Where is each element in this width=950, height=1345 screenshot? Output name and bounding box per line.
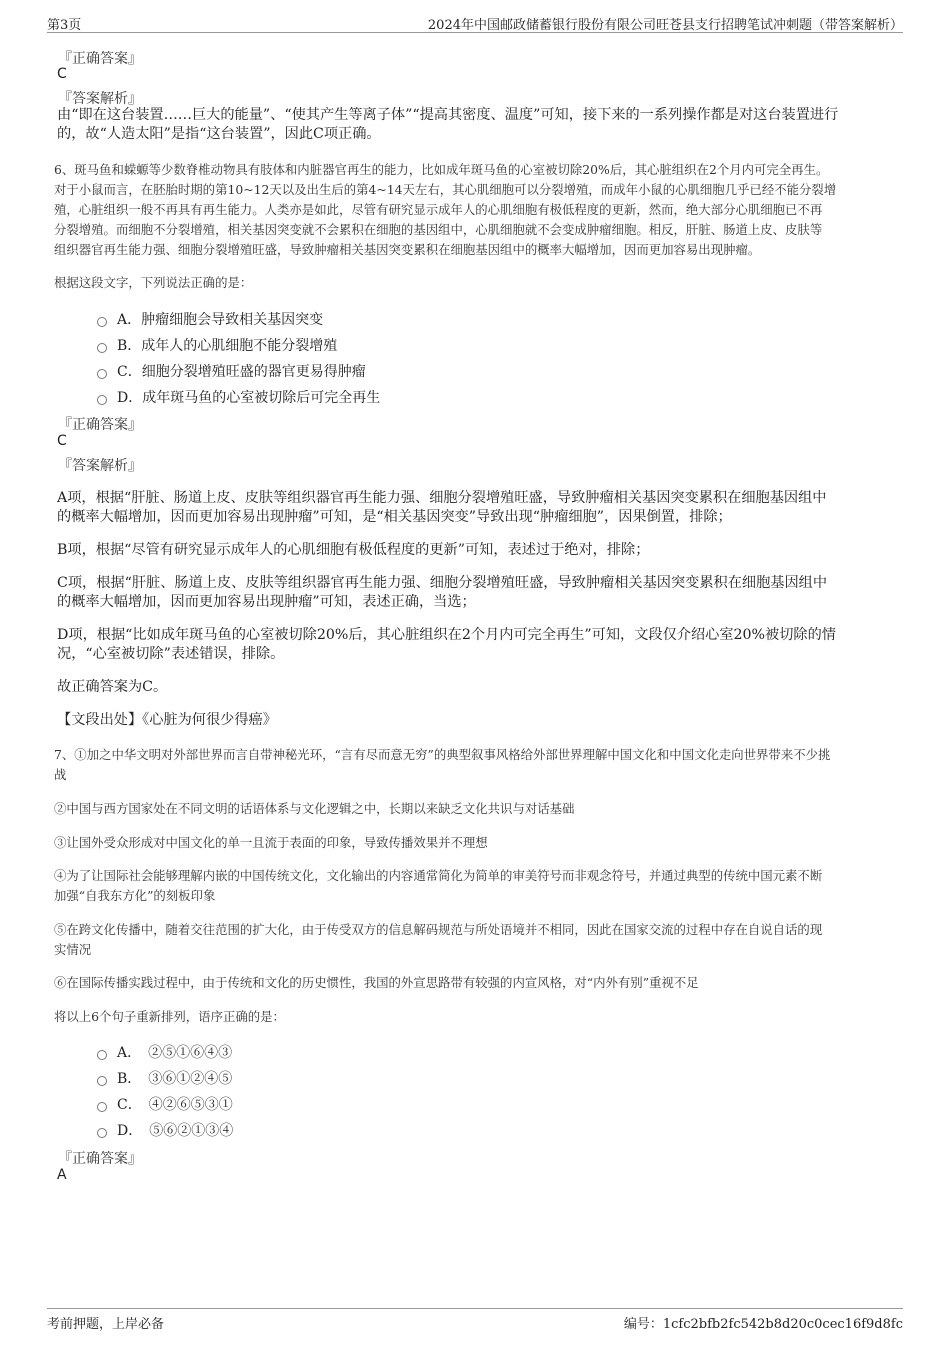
q6-option-c[interactable]: C．细胞分裂增殖旺盛的器官更易得肿瘤: [97, 361, 366, 381]
q6-analysis-a: A项，根据“肝脏、肠道上皮、皮肤等组织器官再生能力强、细胞分裂增殖旺盛，导致肿瘤相关基因突变累积在细胞基因组中: [57, 490, 827, 506]
q7-sentence-2: ②中国与西方国家处在不同文明的话语体系与文化逻辑之中，长期以来缺乏文化共识与对话基础: [54, 801, 575, 816]
footer-code: 编号：1cfc2bfb2fc542b8d20c0cec16f9d8fc: [623, 1317, 903, 1332]
q5-analysis-label: 『答案解析』: [58, 91, 142, 107]
q6-analysis-label: 『答案解析』: [58, 458, 142, 474]
radio-icon: [97, 1050, 107, 1060]
q7-sentence-4: ④为了让国际社会能够理解内嵌的中国传统文化，文化输出的内容通常简化为简单的审美符号而非观念符号，并通过典型的传统中国元素不断: [54, 868, 823, 883]
q6-analysis-d: 况，“心室被切除”表述错误，排除。: [57, 646, 285, 662]
q7-option-c[interactable]: C． ④②⑥⑤③①: [97, 1094, 233, 1114]
q6-source: 【文段出处】《心脏为何很少得癌》: [57, 712, 277, 728]
q6-answer: C: [57, 433, 67, 449]
q5-analysis-line: 由“即在这台装置……巨大的能量”、“使其产生等离子体”“提高其密度、温度”可知，接下来的一系列操作都是对这台装置进行: [57, 107, 839, 123]
q6-prompt: 根据这段文字，下列说法正确的是：: [54, 275, 253, 290]
q7-sentence-1: 7、①加之中华文明对外部世界而言自带神秘光环，“言有尽而意无穷”的典型叙事风格给外部世界理解中国文化和中国文化走向世界带来不少挑: [54, 747, 831, 762]
q7-option-b[interactable]: B． ③⑥①②④⑤: [97, 1068, 232, 1088]
q6-passage-line: 组织器官再生能力强、细胞分裂增殖旺盛，导致肿瘤相关基因突变累积在细胞基因组中的概率大幅增加，因而更加容易出现肿瘤。: [54, 242, 761, 257]
q7-sentence-1: 战: [54, 767, 67, 782]
q6-passage-line: 殖，心脏组织一般不再具有再生能力。人类亦是如此，尽管有研究显示成年人的心肌细胞有极低程度的更新，然而，绝大部分心肌细胞已不再: [54, 202, 823, 217]
page-footer: [47, 1308, 903, 1331]
q6-option-d[interactable]: D．成年斑马鱼的心室被切除后可完全再生: [97, 387, 380, 407]
q6-analysis-b: B项，根据“尽管有研究显示成年人的心肌细胞有极低程度的更新”可知，表述过于绝对，排除；: [57, 542, 650, 558]
q6-analysis-c: C项，根据“肝脏、肠道上皮、皮肤等组织器官再生能力强、细胞分裂增殖旺盛，导致肿瘤相关基因突变累积在细胞基因组中: [57, 575, 828, 591]
q7-answer: A: [57, 1167, 67, 1183]
q6-analysis-d: D项，根据“比如成年斑马鱼的心室被切除20%后，其心脏组织在2个月内可完全再生”可知，文段仅介绍心室20%被切除的情: [57, 627, 836, 643]
q7-sentence-3: ③让国外受众形成对中国文化的单一且流于表面的印象，导致传播效果并不理想: [54, 835, 488, 850]
q7-prompt: 将以上6个句子重新排列，语序正确的是：: [54, 1009, 285, 1024]
q7-option-d[interactable]: D． ⑤⑥②①③④: [97, 1120, 233, 1140]
q5-answer: C: [57, 66, 67, 82]
q6-passage-line: 对于小鼠而言，在胚胎时期的第10~12天以及出生后的第4~14天左右，其心肌细胞可以分裂增殖，而成年小鼠的心肌细胞几乎已经不能分裂增: [54, 182, 837, 197]
footer-slogan: 考前押题，上岸必备: [47, 1317, 165, 1332]
q6-passage-line: 分裂增殖。而细胞不分裂增殖，相关基因突变就不会累积在细胞的基因组中，心肌细胞就不会变成肿瘤细胞。相反，肝脏、肠道上皮、皮肤等: [54, 222, 823, 237]
q7-answer-label: 『正确答案』: [58, 1151, 142, 1167]
radio-icon: [97, 317, 107, 327]
radio-icon: [97, 369, 107, 379]
q7-option-a[interactable]: A． ②⑤①⑥④③: [97, 1042, 232, 1062]
q7-sentence-5: 实情况: [54, 942, 92, 957]
page-number: 第3页: [47, 18, 82, 33]
q6-option-a[interactable]: A．肿瘤细胞会导致相关基因突变: [97, 309, 323, 329]
radio-icon: [97, 1102, 107, 1112]
q7-sentence-6: ⑥在国际传播实践过程中，由于传统和文化的历史惯性，我国的外宣思路带有较强的内宣风格，对“内外有别”重视不足: [54, 975, 699, 990]
q6-answer-label: 『正确答案』: [58, 417, 142, 433]
radio-icon: [97, 1076, 107, 1086]
q5-answer-label: 『正确答案』: [58, 51, 142, 67]
q6-analysis-c: 的概率大幅增加，因而更加容易出现肿瘤”可知，表述正确，当选；: [57, 594, 476, 610]
radio-icon: [97, 1128, 107, 1138]
q5-analysis-line: 的，故“人造太阳”是指“这台装置”，因此C项正确。: [57, 126, 381, 142]
q7-sentence-5: ⑤在跨文化传播中，随着交往范围的扩大化，由于传受双方的信息解码规范与所处语境并不相同，因此在国家交流的过程中存在自说自话的现: [54, 922, 823, 937]
page-header: [47, 12, 903, 33]
q7-sentence-4: 加强“自我东方化”的刻板印象: [54, 888, 216, 903]
q6-option-b[interactable]: B．成年人的心肌细胞不能分裂增殖: [97, 335, 337, 355]
radio-icon: [97, 343, 107, 353]
q6-conclusion: 故正确答案为C。: [57, 679, 168, 695]
document-title: 2024年中国邮政储蓄银行股份有限公司旺苍县支行招聘笔试冲刺题（带答案解析）: [427, 18, 903, 33]
radio-icon: [97, 395, 107, 405]
q6-analysis-a: 的概率大幅增加，因而更加容易出现肿瘤”可知，是“相关基因突变”导致出现“肿瘤细胞”，因果倒置，排除；: [57, 509, 732, 525]
q6-passage-line: 6、斑马鱼和蝾螈等少数脊椎动物具有肢体和内脏器官再生的能力，比如成年斑马鱼的心室被切除20%后，其心脏组织在2个月内可完全再生。: [54, 162, 829, 177]
